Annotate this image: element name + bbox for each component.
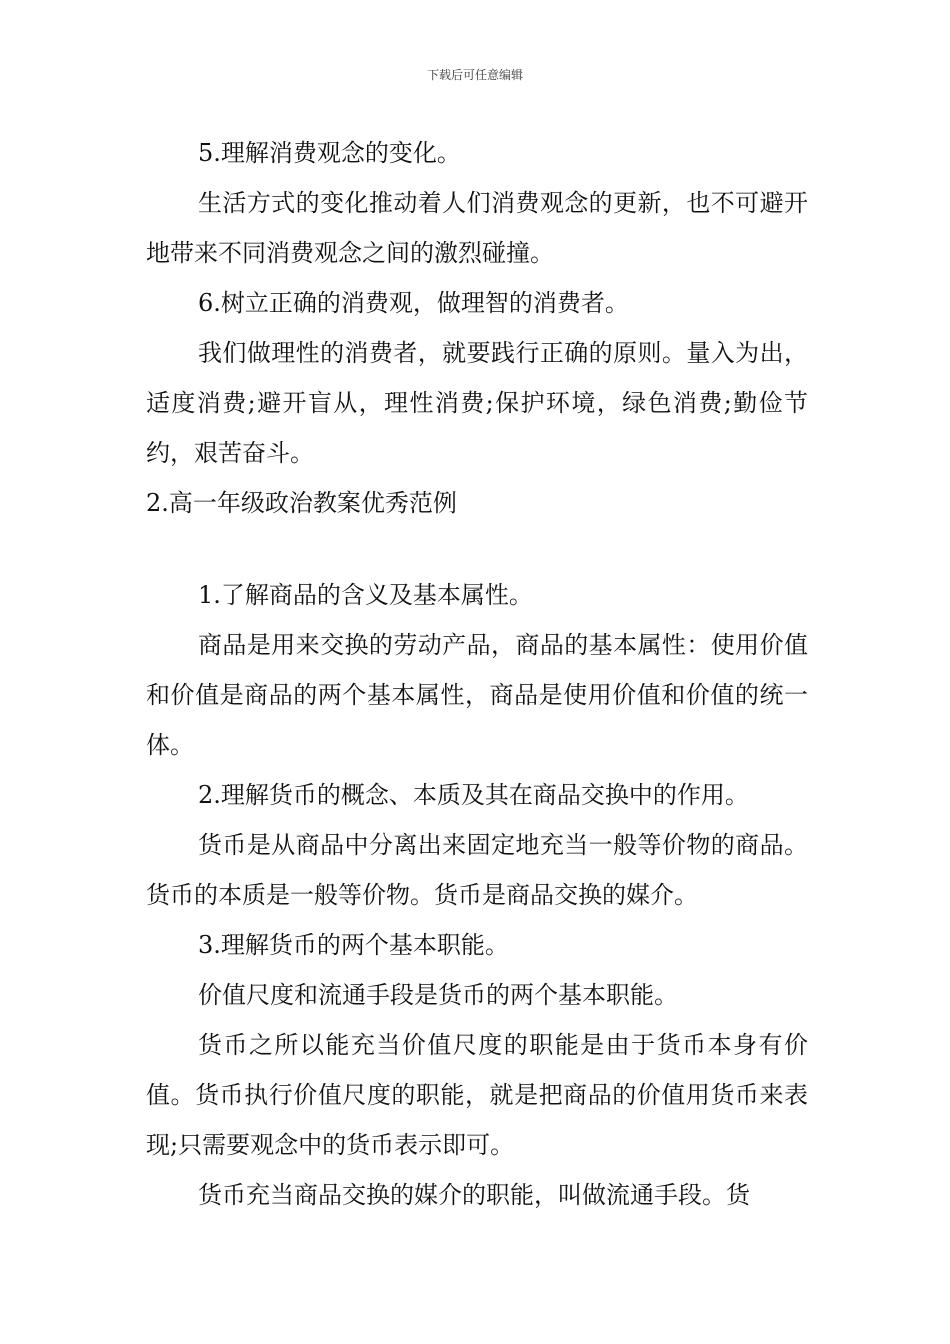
paragraph-9: 3.理解货币的两个基本职能。 [198,931,509,959]
blank-spacer [146,528,808,570]
paragraph-2: 生活方式的变化推动着人们消费观念的更新，也不可避开地带来不同消费观念之间的激烈碰撞。 [146,189,808,267]
paragraph-11: 货币之所以能充当价值尺度的职能是由于货币本身有价值。货币执行价值尺度的职能，就是把商品的价值用货币来表现;只需要观念中的货币表示即可。 [146,1031,808,1159]
paragraph-6: 商品是用来交换的劳动产品，商品的基本属性：使用价值和价值是商品的两个基本属性，商品是使用价值和价值的统一体。 [146,631,808,759]
paragraph-4: 我们做理性的消费者，就要践行正确的原则。量入为出，适度消费;避开盲从，理性消费;保护环境，绿色消费;勤俭节约，艰苦奋斗。 [146,339,808,467]
paragraph-5: 1.了解商品的含义及基本属性。 [198,581,533,609]
paragraph-7: 2.理解货币的概念、本质及其在商品交换中的作用。 [198,781,749,809]
document-body [146,128,808,1220]
page-header: 下载后可任意编辑 [426,68,523,82]
paragraph-3: 6.树立正确的消费观，做理智的消费者。 [198,289,629,317]
paragraph-12: 货币充当商品交换的媒介的职能，叫做流通手段。货 [198,1181,750,1209]
paragraph-1: 5.理解消费观念的变化。 [198,139,461,167]
paragraph-8: 货币是从商品中分离出来固定地充当一般等价物的商品。货币的本质是一般等价物。货币是商品交换的媒介。 [146,831,808,909]
paragraph-10: 价值尺度和流通手段是货币的两个基本职能。 [198,981,678,1009]
section-heading: 2.高一年级政治教案优秀范例 [146,489,457,517]
